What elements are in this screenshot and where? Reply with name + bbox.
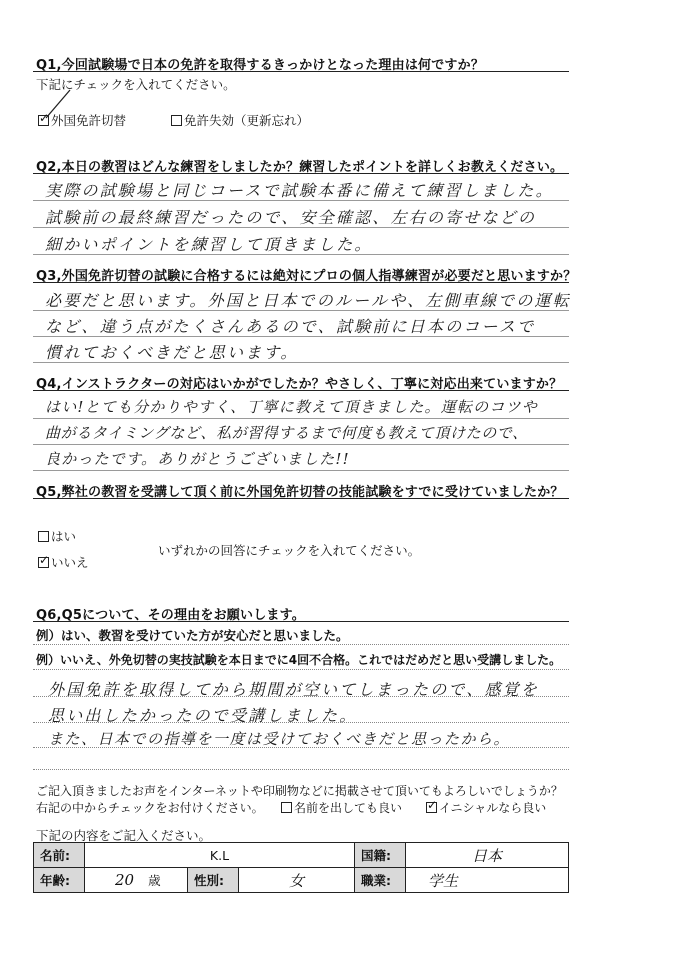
q2-title: Q2,本日の教習はどんな練習をしましたか？練習したポイントを詳しくお教えください。 [36, 160, 564, 175]
name-label: 名前: [34, 843, 85, 868]
age-label: 年齢: [34, 868, 85, 893]
q4-answer-line: はい!とても分かりやすく、丁寧に教えて頂きました。運転のコツや [45, 398, 538, 416]
divider [33, 173, 569, 174]
q1-option-foreign-license[interactable]: ✓外国免許切替 [38, 111, 126, 129]
divider [33, 621, 569, 622]
q1-option-license-expired[interactable]: 免許失効（更新忘れ） [171, 111, 309, 129]
checkbox-icon[interactable] [38, 531, 49, 542]
q3-title: Q3,外国免許切替の試験に合格するには絶対にプロの個人指導練習が必要だと思いますか？ [36, 269, 577, 284]
info-header: 下記の内容をご記入ください。 [36, 828, 212, 843]
name-value[interactable]: K.L [85, 843, 355, 868]
q6-title: Q6,Q5について、その理由をお願いします。 [36, 608, 305, 623]
q2-answer-line: 実際の試験場と同じコースで試験本番に備えて練習しました。 [45, 181, 554, 200]
q3-answer-line: 慣れておくべきだと思います。 [45, 343, 299, 362]
age-unit: 歳 [148, 873, 161, 888]
age-value-cell[interactable] [85, 868, 188, 893]
divider [33, 390, 569, 391]
q4-answer-line: 曲がるタイミングなど、私が習得するまで何度も教えて頂けたので、 [45, 424, 528, 442]
q5-option-yes[interactable]: はい [38, 527, 76, 545]
nationality-value[interactable]: 日本 [406, 843, 569, 868]
checkbox-icon[interactable] [281, 802, 292, 813]
consent-option-full-name[interactable]: 名前を出しても良い [281, 799, 402, 816]
consent-instruction: 右記の中からチェックをお付けください。 [36, 801, 264, 815]
divider [33, 498, 569, 499]
q3-answer-line: など、違う点がたくさんあるので、試験前に日本のコースで [45, 317, 536, 336]
q6-example-yes: 例）はい、教習を受けていた方が安心だと思いました。 [36, 628, 349, 643]
q6-answer-line: また、日本での指導を一度は受けておくべきだと思ったから。 [48, 730, 511, 748]
gender-label: 性別: [188, 868, 239, 893]
gender-value[interactable]: 女 [239, 868, 355, 893]
q6-answer-line: 外国免許を取得してから期間が空いてしまったので、感覚を [48, 680, 540, 699]
q1-title: Q1,今回試験場で日本の免許を取得するきっかけとなった理由は何ですか？ [36, 58, 485, 73]
checkbox-checked-icon[interactable] [38, 557, 49, 568]
q6-answer-line: 思い出したかったので受講しました。 [48, 706, 358, 725]
q4-title: Q4,インストラクターの対応はいかがでしたか？やさしく、丁寧に対応出来ていますか？ [36, 377, 563, 392]
q6-example-no: 例）いいえ、外免切替の実技試験を本日までに4回不合格。これではだめだと思い受講しました。 [36, 653, 562, 667]
divider [33, 282, 569, 283]
q2-answer-line: 細かいポイントを練習して頂きました。 [45, 235, 373, 254]
q1-instruction: 下記にチェックを入れてください。 [36, 77, 236, 92]
q4-answer-line: 良かったです。ありがとうございました!! [45, 450, 350, 468]
job-label: 職業: [355, 868, 406, 893]
divider [33, 71, 569, 72]
nationality-label: 国籍: [355, 843, 406, 868]
job-value[interactable]: 学生 [406, 868, 569, 893]
q5-title: Q5,弊社の教習を受講して頂く前に外国免許切替の技能試験をすでに受けていましたか？ [36, 485, 564, 500]
age-value: 20 [115, 871, 135, 889]
checkbox-icon[interactable] [171, 115, 182, 126]
consent-option-initials[interactable]: ✓ イニシャルなら良い [426, 799, 546, 816]
check-stroke-icon [44, 88, 74, 120]
personal-info-table [33, 842, 569, 893]
q2-answer-line: 試験前の最終練習だったので、安全確認、左右の寄せなどの [45, 208, 537, 227]
checkbox-checked-icon[interactable] [426, 802, 437, 813]
q5-option-no[interactable]: ✓いいえ [38, 553, 89, 571]
q5-instruction: いずれかの回答にチェックを入れてください。 [158, 543, 421, 558]
consent-question: ご記入頂きましたお声をインターネットや印刷物などに掲載させて頂いてもよろしいでしょうか？ [36, 784, 563, 798]
q3-answer-line: 必要だと思います。外国と日本でのルールや、左側車線での運転 [45, 291, 571, 310]
